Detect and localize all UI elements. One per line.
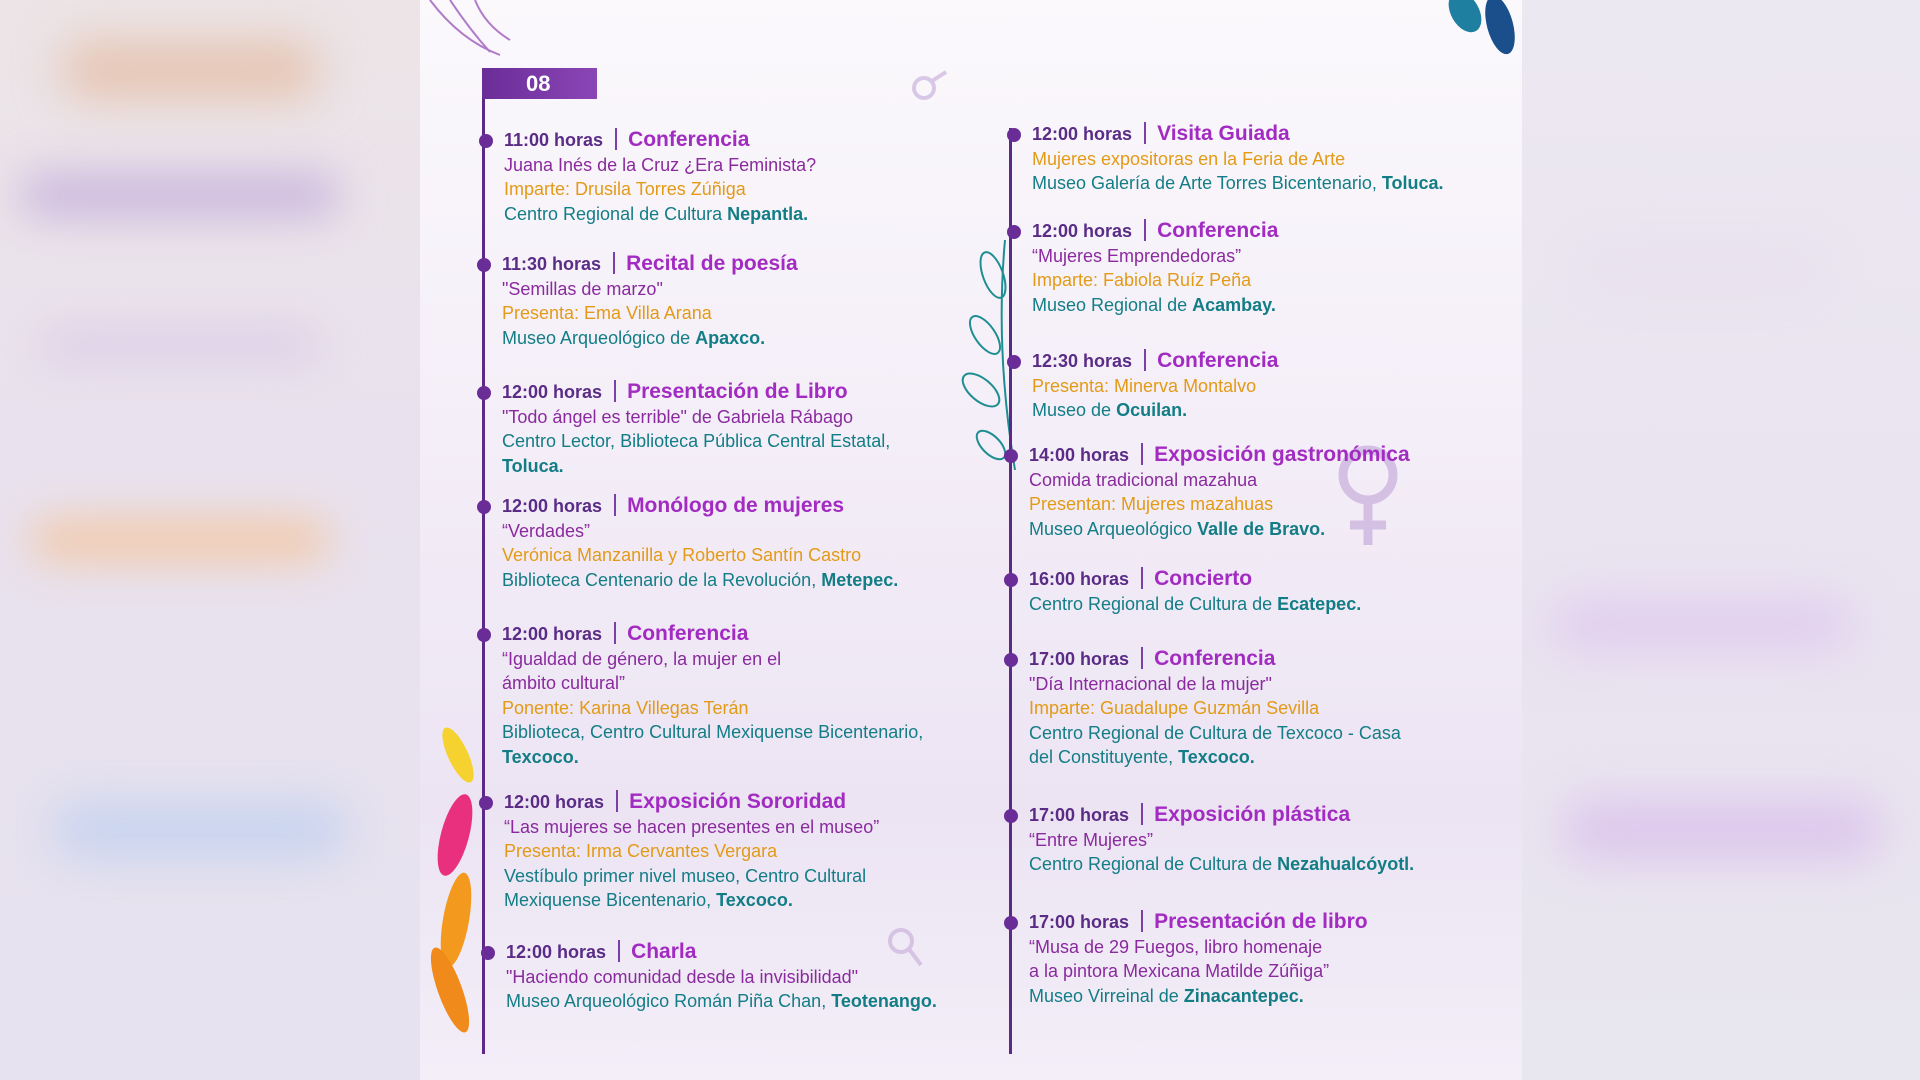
event-detail-line (1029, 592, 1361, 617)
location-name: Toluca. (1381, 173, 1444, 194)
event-detail-line (1032, 147, 1444, 172)
detail-text: Imparte: Guadalupe Guzmán Sevilla (1029, 698, 1320, 719)
detail-text: "Día Internacional de la mujer" (1029, 673, 1272, 694)
separator (1141, 803, 1143, 825)
event-header (502, 252, 798, 277)
detail-text: Presentan: Mujeres mazahuas (1029, 494, 1274, 515)
event-time: 11:00 horas (504, 130, 604, 150)
separator (1141, 910, 1143, 932)
event-detail-line (1032, 293, 1278, 318)
event-time: 12:00 horas (1032, 221, 1133, 241)
event-item (1029, 910, 1368, 1008)
location-name: Acambay. (1192, 294, 1276, 315)
event-detail-line (1032, 171, 1444, 196)
detail-text: Museo Arqueológico de (502, 327, 696, 348)
event-type: Conferencia (1157, 219, 1279, 242)
event-time: 17:00 horas (1029, 649, 1130, 669)
event-item (1032, 122, 1444, 196)
detail-text: Museo de (1032, 400, 1117, 421)
detail-text: “Las mujeres se hacen presentes en el museo” (504, 816, 880, 837)
detail-text: “Musa de 29 Fuegos, libro homenaje (1029, 936, 1323, 957)
detail-text: “Igualdad de género, la mujer en el (502, 648, 782, 669)
event-header (502, 494, 898, 519)
leaf-decoration-icon (1435, 0, 1522, 65)
event-item (506, 940, 937, 1014)
event-detail-line (504, 815, 879, 840)
event-type: Monólogo de mujeres (627, 494, 845, 517)
separator (615, 128, 617, 150)
timeline-dot (1004, 809, 1018, 823)
event-item (502, 494, 898, 592)
timeline-dot (1007, 128, 1021, 142)
event-type: Charla (631, 940, 697, 963)
detail-text: Centro Regional de Cultura de (1029, 593, 1278, 614)
detail-text: Verónica Manzanilla y Roberto Santín Castro (502, 545, 862, 566)
event-header (502, 622, 923, 647)
separator (614, 380, 616, 402)
event-detail-line (1032, 374, 1278, 399)
event-type: Conferencia (627, 622, 749, 645)
timeline-dot (479, 796, 493, 810)
detail-text: Comida tradicional mazahua (1029, 469, 1258, 490)
separator (614, 494, 616, 516)
detail-text: Juana Inés de la Cruz ¿Era Feminista? (504, 154, 817, 175)
event-detail-line (1029, 721, 1401, 746)
event-poster (420, 0, 1522, 1080)
event-detail-line (502, 519, 898, 544)
detail-text: "Haciendo comunidad desde la invisibilidad" (506, 966, 858, 987)
detail-text: Museo Virreinal de (1029, 985, 1184, 1006)
event-type: Conferencia (1157, 349, 1279, 372)
timeline-dot (1004, 449, 1018, 463)
timeline-dot (481, 946, 495, 960)
event-time: 12:00 horas (502, 496, 603, 516)
event-header (502, 380, 890, 405)
detail-text: Imparte: Fabiola Ruíz Peña (1032, 270, 1252, 291)
event-detail-line (502, 671, 923, 696)
event-header (1032, 122, 1444, 147)
event-header (1032, 219, 1278, 244)
event-header (504, 128, 816, 153)
event-time: 12:00 horas (502, 382, 603, 402)
separator (614, 622, 616, 644)
detail-text: Biblioteca, Centro Cultural Mexiquense Bicentenario, (502, 722, 924, 743)
timeline-dot (477, 386, 491, 400)
event-item (1029, 567, 1361, 616)
location-name: Valle de Bravo. (1197, 518, 1326, 539)
event-header (1032, 349, 1278, 374)
location-name: Nezahualcóyotl. (1277, 854, 1415, 875)
event-detail-line (1029, 696, 1401, 721)
detail-text: Museo Regional de (1032, 294, 1193, 315)
event-detail-line (504, 888, 879, 913)
blurred-background-right (1522, 0, 1920, 1080)
event-item (502, 622, 923, 770)
detail-text: “Verdades” (502, 520, 591, 541)
event-detail-line (502, 429, 890, 454)
event-detail-line (1032, 398, 1278, 423)
event-detail-line (1029, 828, 1414, 853)
event-detail-line (502, 745, 923, 770)
detail-text: "Semillas de marzo" (502, 278, 663, 299)
male-symbol-icon (910, 68, 955, 103)
separator (1144, 219, 1146, 241)
event-header (1029, 910, 1368, 935)
event-header (506, 940, 937, 965)
event-header (1029, 567, 1361, 592)
event-detail-line (504, 864, 879, 889)
location-name: Texcoco. (1178, 747, 1255, 768)
detail-text: Presenta: Ema Villa Arana (502, 303, 712, 324)
event-detail-line (504, 177, 816, 202)
event-detail-line (502, 405, 890, 430)
event-type: Presentación de libro (1154, 910, 1368, 933)
event-item (504, 790, 879, 913)
detail-text: "Todo ángel es terrible" de Gabriela Rábago (502, 406, 853, 427)
leaf-decoration-icon (420, 0, 540, 60)
event-header (504, 790, 879, 815)
separator (616, 790, 618, 812)
detail-text: Presenta: Minerva Montalvo (1032, 375, 1257, 396)
event-item (1032, 219, 1278, 317)
event-detail-line (504, 153, 816, 178)
detail-text: Centro Regional de Cultura de Texcoco - Casa (1029, 722, 1401, 743)
detail-text: Museo Arqueológico (1029, 518, 1198, 539)
event-detail-line (502, 326, 798, 351)
event-item (1032, 349, 1278, 423)
event-header (1029, 803, 1414, 828)
detail-text: Mujeres expositoras en la Feria de Arte (1032, 148, 1346, 169)
detail-text: “Mujeres Emprendedoras” (1032, 245, 1242, 266)
colorful-leaves-icon (420, 720, 480, 1050)
timeline-dot (1004, 653, 1018, 667)
date-tab: 08 (482, 68, 597, 99)
event-type: Recital de poesía (626, 252, 798, 275)
detail-text: Presenta: Irma Cervantes Vergara (504, 841, 778, 862)
event-detail-line (502, 647, 923, 672)
detail-text: ámbito cultural” (502, 673, 626, 694)
event-time: 11:30 horas (502, 254, 602, 274)
separator (1144, 349, 1146, 371)
event-time: 17:00 horas (1029, 912, 1130, 932)
event-detail-line (1029, 492, 1410, 517)
event-detail-line (1029, 935, 1368, 960)
timeline-line-left (482, 99, 485, 1054)
event-detail-line (502, 568, 898, 593)
detail-text: Museo Galería de Arte Torres Bicentenario, (1032, 173, 1382, 194)
event-time: 12:00 horas (1032, 124, 1133, 144)
timeline-dot (1004, 573, 1018, 587)
event-detail-line (504, 202, 816, 227)
timeline-dot (477, 628, 491, 642)
event-detail-line (506, 989, 937, 1014)
event-detail-line (502, 277, 798, 302)
event-type: Presentación de Libro (627, 380, 848, 403)
event-detail-line (502, 454, 890, 479)
event-time: 12:00 horas (502, 624, 603, 644)
location-name: Ecatepec. (1277, 593, 1362, 614)
event-detail-line (506, 965, 937, 990)
event-detail-line (1032, 244, 1278, 269)
event-detail-line (1029, 852, 1414, 877)
event-type: Exposición Sororidad (629, 790, 847, 813)
location-name: Nepantla. (727, 203, 809, 224)
detail-text: Vestíbulo primer nivel museo, Centro Cultural (504, 865, 867, 886)
separator (1141, 443, 1143, 465)
event-detail-line (502, 696, 923, 721)
separator (613, 252, 615, 274)
detail-text: Ponente: Karina Villegas Terán (502, 697, 749, 718)
event-time: 16:00 horas (1029, 569, 1130, 589)
event-detail-line (1029, 672, 1401, 697)
event-item (504, 128, 816, 226)
separator (1141, 647, 1143, 669)
location-name: Zinacantepec. (1183, 985, 1304, 1006)
detail-text: Centro Regional de Cultura (504, 203, 728, 224)
event-item (502, 380, 890, 478)
timeline-dot (477, 258, 491, 272)
event-detail-line (1029, 468, 1410, 493)
event-type: Exposición gastronómica (1154, 443, 1410, 466)
location-name: Teotenango. (831, 991, 937, 1012)
detail-text: Museo Arqueológico Román Piña Chan, (506, 991, 832, 1012)
location-name: Apaxco. (695, 327, 766, 348)
detail-text: del Constituyente, (1029, 747, 1179, 768)
event-detail-line (1032, 268, 1278, 293)
timeline-dot (479, 134, 493, 148)
detail-text: Mexiquense Bicentenario, (504, 890, 717, 911)
event-detail-line (502, 301, 798, 326)
location-name: Metepec. (821, 569, 899, 590)
event-header (1029, 443, 1410, 468)
location-name: Toluca. (502, 455, 564, 476)
separator (1141, 567, 1143, 589)
event-item (502, 252, 798, 350)
separator (618, 940, 620, 962)
event-item (1029, 803, 1414, 877)
event-type: Visita Guiada (1157, 122, 1290, 145)
detail-text: a la pintora Mexicana Matilde Zúñiga” (1029, 961, 1330, 982)
event-type: Conferencia (628, 128, 750, 151)
event-item (1029, 647, 1401, 770)
separator (1144, 122, 1146, 144)
event-detail-line (1029, 745, 1401, 770)
event-time: 12:30 horas (1032, 351, 1133, 371)
event-time: 14:00 horas (1029, 445, 1130, 465)
event-type: Concierto (1154, 567, 1253, 590)
event-time: 12:00 horas (504, 792, 605, 812)
event-type: Conferencia (1154, 647, 1276, 670)
timeline-dot (1007, 355, 1021, 369)
event-type: Exposición plástica (1154, 803, 1351, 826)
event-detail-line (1029, 959, 1368, 984)
blurred-background-left (0, 0, 420, 1080)
timeline-dot (477, 500, 491, 514)
detail-text: “Entre Mujeres” (1029, 829, 1154, 850)
event-detail-line (504, 839, 879, 864)
timeline-dot (1004, 916, 1018, 930)
location-name: Ocuilan. (1116, 400, 1188, 421)
location-name: Texcoco. (502, 746, 579, 767)
event-detail-line (1029, 984, 1368, 1009)
event-detail-line (502, 543, 898, 568)
timeline-dot (1007, 225, 1021, 239)
event-detail-line (1029, 517, 1410, 542)
detail-text: Centro Lector, Biblioteca Pública Central Estatal, (502, 431, 891, 452)
detail-text: Imparte: Drusila Torres Zúñiga (504, 179, 746, 200)
event-header (1029, 647, 1401, 672)
detail-text: Biblioteca Centenario de la Revolución, (502, 569, 822, 590)
event-item (1029, 443, 1410, 541)
event-detail-line (502, 720, 923, 745)
location-name: Texcoco. (716, 890, 793, 911)
event-time: 12:00 horas (506, 942, 607, 962)
detail-text: Centro Regional de Cultura de (1029, 854, 1278, 875)
event-time: 17:00 horas (1029, 805, 1130, 825)
